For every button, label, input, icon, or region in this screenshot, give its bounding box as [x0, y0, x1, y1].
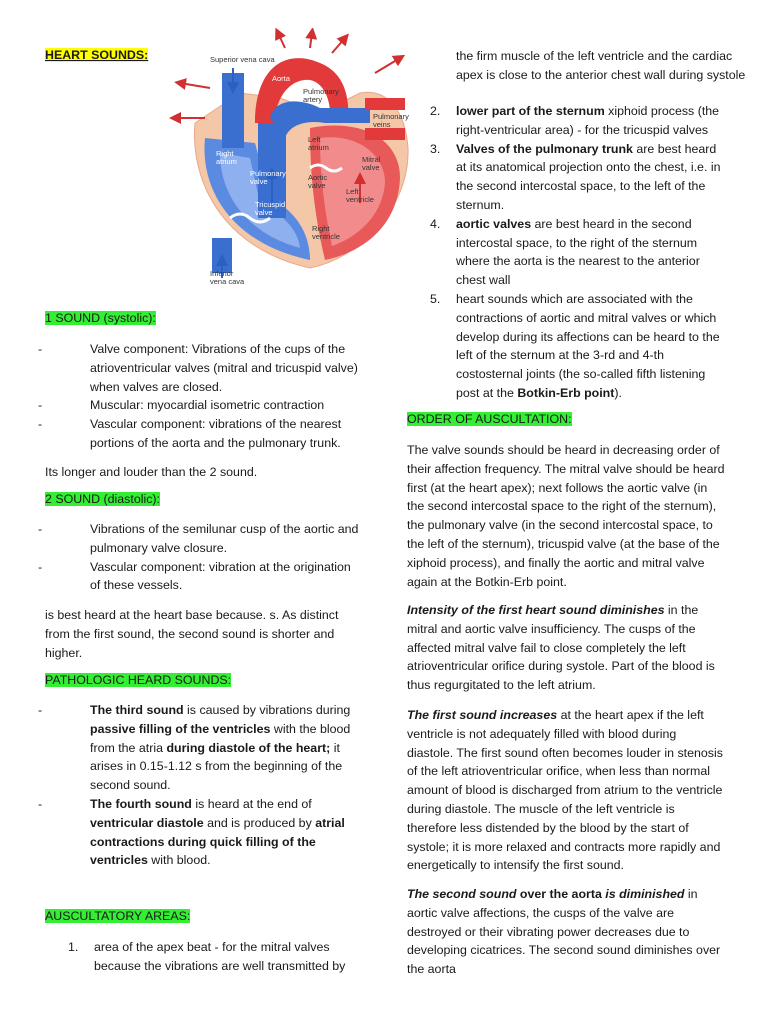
label-aorta: Aorta [272, 74, 290, 83]
first-sound-list [38, 340, 360, 453]
second-sound-list [38, 520, 360, 595]
order-paragraph: The valve sounds should be heard in decreasing order of their affection frequency. The mitral valve should be heard first (at the heart apex); next follows the aortic valve (in the second intercostal space to the right of the sternum), the pulmonary valve (in the second intercostal space, to the left of the sternum), tricuspid valve (at the base of the xiphoid process), and finally the aortic and mitral valve again at the Botkin-Erb point. [407, 443, 725, 589]
first-sound-note: Its longer and louder than the 2 sound. [45, 465, 258, 479]
third-sound-item: - The third sound is caused by vibrations during passive filling of the ventricles with the blood from the atria during diastole of the heart; it arises in 0.15-1.12 s from the beginning of the second sound. [38, 703, 351, 793]
label-tricuspid-valve: Tricuspid valve [255, 200, 286, 217]
pathologic-list [38, 701, 360, 870]
label-pulmonary-artery: Pulmonary artery [303, 87, 339, 104]
order-heading: ORDER OF AUSCULTATION: [407, 412, 572, 426]
label-pulmonary-valve: Pulmonary valve [250, 169, 286, 186]
second-sound-note: is best heard at the heart base because. s. As distinct from the first sound, the second sound is shorter and higher. [45, 608, 339, 660]
auscultatory-list-part2 [430, 102, 730, 403]
page-title: HEART SOUNDS: [45, 48, 149, 62]
list-item: 5. heart sounds which are associated with the contractions of aortic and mitral valves or which develop during its affections can be heard to the left of the sternum at the 3-rd and 4-th costosternal joints (the so-called fifth listening post at the Botkin-Erb point). [430, 291, 720, 400]
list-item: 4. aortic valves are best heard in the second intercostal space, to the right of the sternum where the aorta is the nearest to the anterior chest wall [430, 216, 700, 288]
list-item: - Vascular component: vibrations of the nearest portions of the aorta and the pulmonary trunk. [38, 417, 342, 450]
label-right-atrium: Right atrium [216, 149, 237, 166]
label-aortic-valve: Aortic valve [308, 173, 328, 190]
second-sound-diminished-paragraph: The second sound over the aorta is diminished in aortic valve affections, the cusps of the valve are destroyed or their vibrating power decreases due to developing cicatrices. The second sound diminishes over the aorta [407, 887, 721, 977]
list-item: 2. lower part of the sternum xiphoid process (the right-ventricular area) - for the tricuspid valves [430, 104, 720, 137]
list-item: - Muscular: myocardial isometric contraction [38, 398, 325, 413]
label-right-ventricle: Right ventricle [312, 224, 340, 241]
list-item: - Vibrations of the semilunar cusp of the aortic and pulmonary valve closure. [38, 522, 359, 555]
label-superior-vena-cava: Superior vena cava [210, 55, 275, 64]
list-item: - Valve component: Vibrations of the cups of the atrioventricular valves (mitral and tricuspid valve) when valves are closed. [38, 342, 358, 394]
pathologic-heading: PATHOLOGIC HEARD SOUNDS: [45, 673, 232, 687]
label-inferior-vena-cava: Inferior vena cava [210, 269, 245, 286]
fourth-sound-item: - The fourth sound is heard at the end of ventricular diastole and is produced by atrial contractions during quick filling of the ventricles with blood. [38, 796, 345, 868]
first-sound-heading: 1 SOUND (systolic): [45, 311, 156, 325]
label-left-atrium: Left atrium [308, 135, 329, 152]
label-left-ventricle: Left ventricle [346, 187, 374, 204]
list-item: 1. area of the apex beat - for the mitral valves because the vibrations are well transmitted by [68, 940, 346, 973]
label-mitral-valve: Mitral valve [362, 155, 381, 172]
first-sound-increases-paragraph: The first sound increases at the heart apex if the left ventricle is not adequately filled with blood during diastole. The first sound often becomes louder in stenosis of the left atrioventricular orifice, when less than normal amount of blood is discharged from atrium to the ventricle during diastole. The muscle of the left ventricle is therefore less distended by the blood by the start of systole; it is more relaxed and contracts more rapidly and energetically to intensify the first sound. [407, 708, 723, 873]
first-sound-diminishes-paragraph: Intensity of the first heart sound diminishes in the mitral and aortic valve insufficiency. The cusps of the affected mitral valve fail to close completely the left atrioventricular orifice during systole. Part of the blood is thus regurgitated to the left atrium. [407, 603, 715, 693]
list-item: - Vascular component: vibration at the origination of these vessels. [38, 559, 351, 593]
auscultatory-heading: AUSCULTATORY AREAS: [45, 909, 191, 923]
label-pulmonary-veins: Pulmonary veins [373, 112, 409, 129]
auscultatory-list-part1 [68, 938, 360, 976]
second-sound-heading: 2 SOUND (diastolic): [45, 492, 160, 506]
list-item: 3. Valves of the pulmonary trunk are best heard at its anatomical projection onto the chest, i.e. in the second intercostal space, to the left of the sternum. [430, 141, 721, 212]
heart-diagram [160, 28, 415, 290]
auscultatory-item1-continued: the firm muscle of the left ventricle and the cardiac apex is close to the anterior chest wall during systole [456, 49, 746, 82]
